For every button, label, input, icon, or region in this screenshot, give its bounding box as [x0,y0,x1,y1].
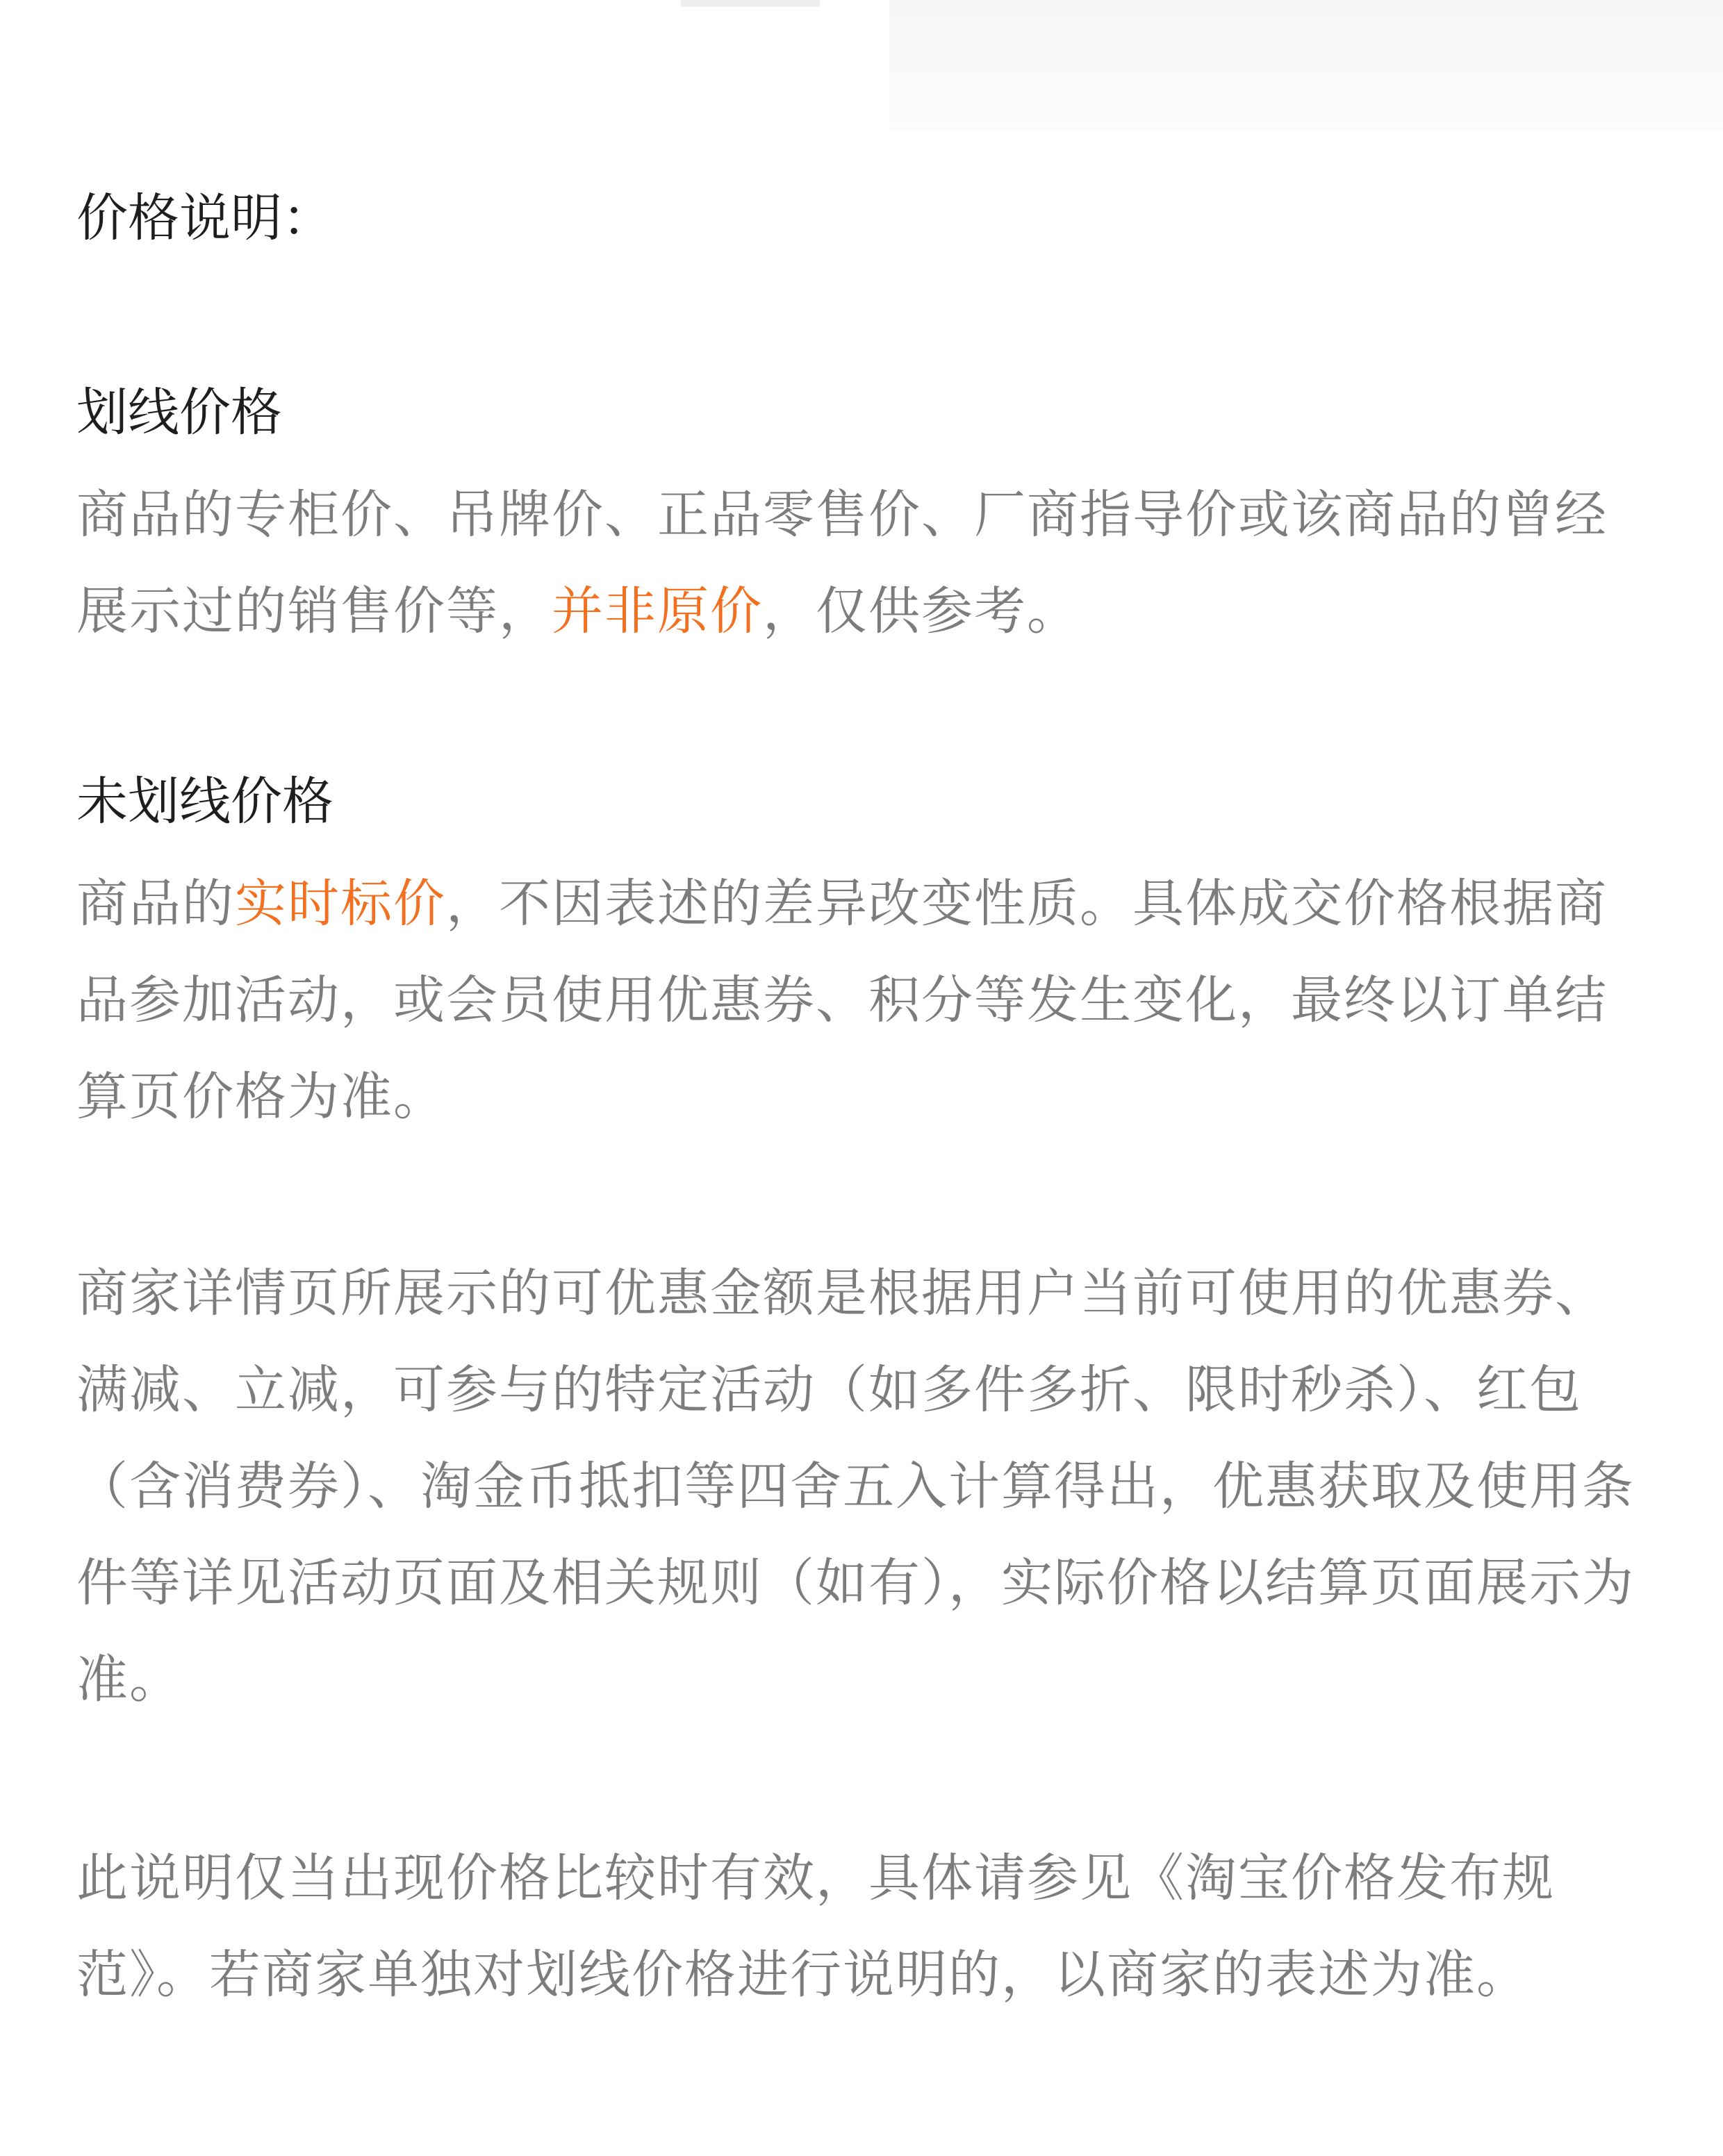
highlight-realtime-price: 实时标价 [235,874,446,934]
page-title: 价格说明： [76,188,333,248]
section-text-part: 商品的专柜价、吊牌价、正品零售价、厂商指导价或该商品的曾经展示过的销售价等， [76,485,1608,641]
section-heading-strikethrough-price: 划线价格 [76,383,282,442]
section-text-unstruck-price [76,856,1654,1145]
section-text-part: ，仅供参考。 [763,581,1080,641]
highlight-not-original-price: 并非原价 [552,581,763,641]
discount-explanation-paragraph: 商家详情页所展示的可优惠金额是根据用户当前可使用的优惠券、满减、立减，可参与的特定活动（如多件多折、限时秒杀）、红包（含消费券）、淘金币抵扣等四舍五入计算得出，优惠获取及使用条件等详见活动页面及相关规则（如有），实际价格以结算页面展示为准。 [76,1263,1635,1709]
section-text-part: ，不因表述的差异改变性质。具体成交价格根据商品参加活动，或会员使用优惠券、积分等发生变化，最终以订单结算页价格为准。 [76,874,1608,1127]
section-text-strikethrough-price [76,467,1654,660]
section-text-part: 商品的 [76,874,235,934]
top-banner-edge [681,0,820,7]
validity-note-paragraph: 此说明仅当出现价格比较时有效，具体请参见《淘宝价格发布规范》。若商家单独对划线价格进行说明的，以商家的表述为准。 [76,1848,1555,2005]
top-banner-fade [889,0,1723,132]
section-heading-unstruck-price: 未划线价格 [76,772,333,831]
